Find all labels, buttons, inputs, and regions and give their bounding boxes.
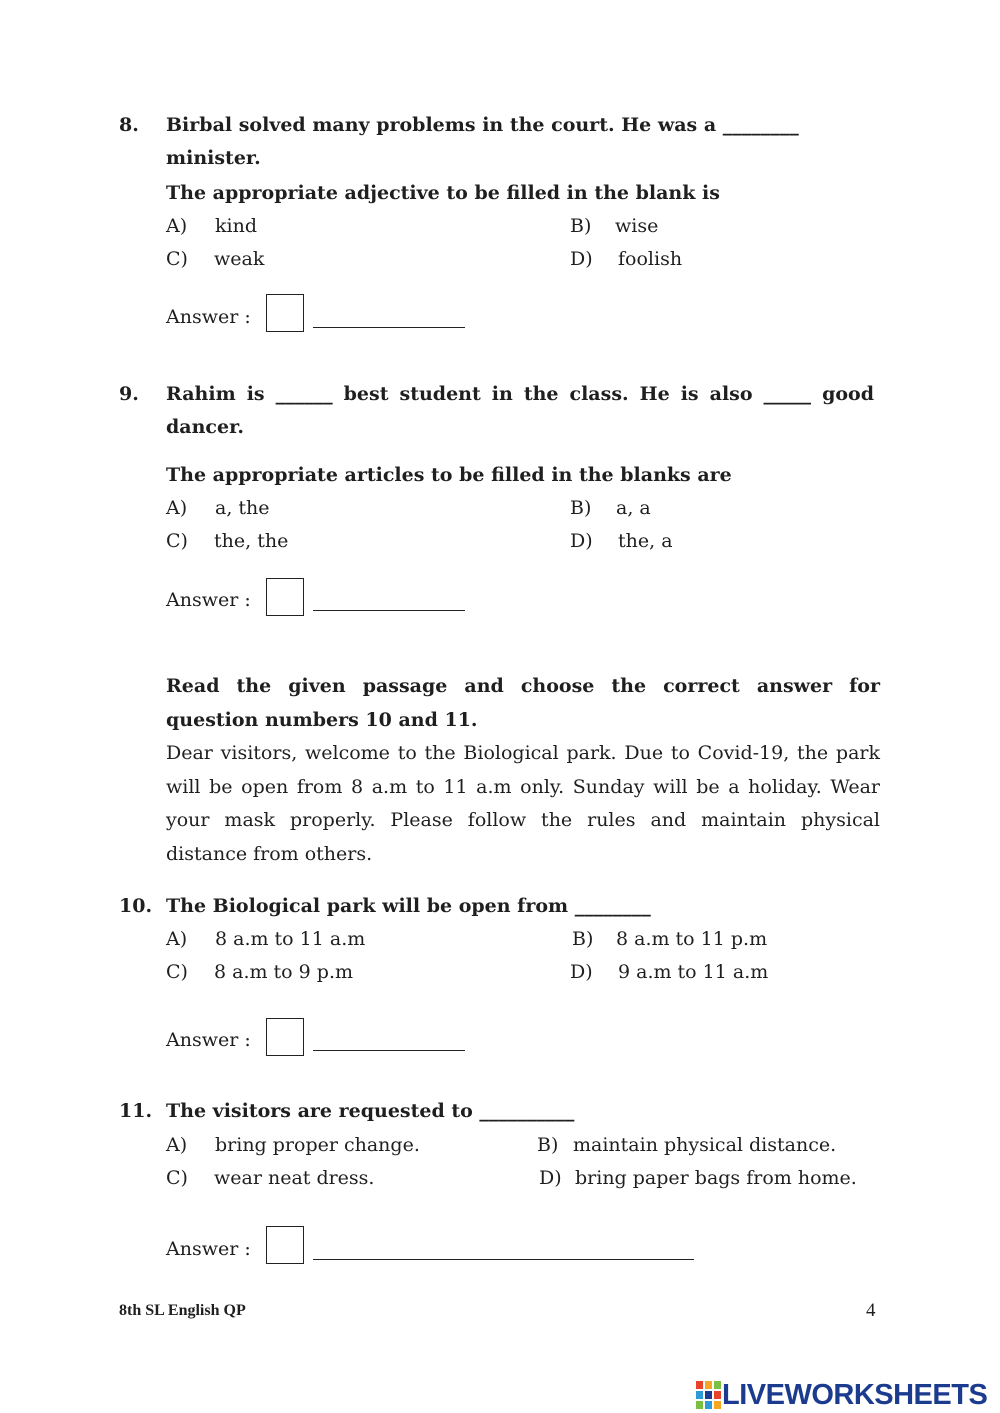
q10-answer-label: Answer : (166, 1029, 251, 1051)
q8-stem-line2: minister. (166, 147, 261, 169)
option-label: C) (166, 530, 188, 552)
footer-title: 8th SL English QP (119, 1302, 246, 1319)
q9-prompt: The appropriate articles to be filled in the blanks are (166, 464, 732, 486)
q11-option-c[interactable] (166, 1167, 374, 1189)
q9-option-c[interactable] (166, 530, 288, 552)
option-label: C) (166, 1167, 188, 1189)
q11-answer-label: Answer : (166, 1238, 251, 1260)
option-text: weak (214, 248, 265, 270)
option-text: 8 a.m to 9 p.m (214, 961, 354, 983)
option-label: B) (537, 1134, 559, 1156)
liveworksheets-logo[interactable] (696, 1378, 987, 1412)
option-text: 8 a.m to 11 a.m (215, 928, 366, 950)
q8-number: 8. (119, 114, 139, 136)
option-text: 8 a.m to 11 p.m (616, 928, 768, 950)
q9-number: 9. (119, 383, 139, 405)
q10-option-b[interactable] (572, 928, 767, 950)
q8-answer-box[interactable] (266, 294, 304, 332)
q9-option-d[interactable] (570, 530, 673, 552)
q9-option-b[interactable] (570, 497, 651, 519)
q11-option-a[interactable] (166, 1134, 420, 1156)
q8-option-c[interactable] (166, 248, 264, 270)
option-text: foolish (618, 248, 683, 270)
option-label: B) (570, 215, 592, 237)
q10-option-c[interactable] (166, 961, 353, 983)
option-label: B) (572, 928, 594, 950)
q8-option-a[interactable] (166, 215, 257, 237)
option-text: bring paper bags from home. (575, 1167, 857, 1189)
option-label: D) (570, 961, 593, 983)
q9-stem-line2: dancer. (166, 416, 244, 438)
q8-option-b[interactable] (570, 215, 658, 237)
q11-stem: The visitors are requested to __________ (166, 1100, 575, 1122)
passage-instruction: Read the given passage and choose the correct answer for question numbers 10 and 11. (166, 675, 880, 731)
option-label: D) (539, 1167, 562, 1189)
option-text: 9 a.m to 11 a.m (618, 961, 769, 983)
liveworksheets-wordmark: LIVEWORKSHEETS (722, 1378, 988, 1411)
option-text: the, the (214, 530, 289, 552)
option-label: C) (166, 961, 188, 983)
option-text: wear neat dress. (214, 1167, 375, 1189)
q8-option-d[interactable] (570, 248, 682, 270)
q9-answer-line[interactable] (313, 610, 465, 611)
q11-answer-line[interactable] (313, 1259, 694, 1260)
page-number: 4 (866, 1300, 876, 1321)
option-text: kind (215, 215, 257, 237)
option-text: bring proper change. (215, 1134, 420, 1156)
q11-option-d[interactable] (539, 1167, 857, 1189)
q10-number: 10. (119, 895, 153, 917)
q8-answer-line[interactable] (313, 327, 465, 328)
option-text: maintain physical distance. (573, 1134, 837, 1156)
q10-stem: The Biological park will be open from ________ (166, 895, 651, 917)
option-label: D) (570, 530, 593, 552)
q10-option-d[interactable] (570, 961, 768, 983)
q9-answer-box[interactable] (266, 578, 304, 616)
option-text: the, a (618, 530, 673, 552)
option-label: A) (166, 497, 188, 519)
option-label: B) (570, 497, 592, 519)
q8-stem-line1: Birbal solved many problems in the court. He was a ________ (166, 114, 799, 136)
q11-answer-box[interactable] (266, 1226, 304, 1264)
q10-answer-box[interactable] (266, 1018, 304, 1056)
option-label: A) (166, 1134, 188, 1156)
option-label: C) (166, 248, 188, 270)
q9-option-a[interactable] (166, 497, 270, 519)
q11-number: 11. (119, 1100, 153, 1122)
q8-answer-label: Answer : (166, 306, 251, 328)
q9-stem-line1: Rahim is ______ best student in the class. He is also _____ good (166, 383, 874, 405)
option-label: D) (570, 248, 593, 270)
option-text: a, the (215, 497, 270, 519)
q10-option-a[interactable] (166, 928, 365, 950)
option-text: wise (615, 215, 659, 237)
option-label: A) (166, 928, 188, 950)
q9-answer-label: Answer : (166, 589, 251, 611)
option-label: A) (166, 215, 188, 237)
q11-option-b[interactable] (537, 1134, 836, 1156)
passage-text: Dear visitors, welcome to the Biological park. Due to Covid-19, the park will be open from 8 a.m to 11 a.m only. Sunday will be a holiday. Wear your mask properly. Please follow the rules and maintain physical distance from others. (166, 742, 880, 865)
q8-prompt: The appropriate adjective to be filled in the blank is (166, 182, 720, 204)
option-text: a, a (616, 497, 651, 519)
liveworksheets-logo-icon (696, 1381, 722, 1409)
q10-answer-line[interactable] (313, 1050, 465, 1051)
